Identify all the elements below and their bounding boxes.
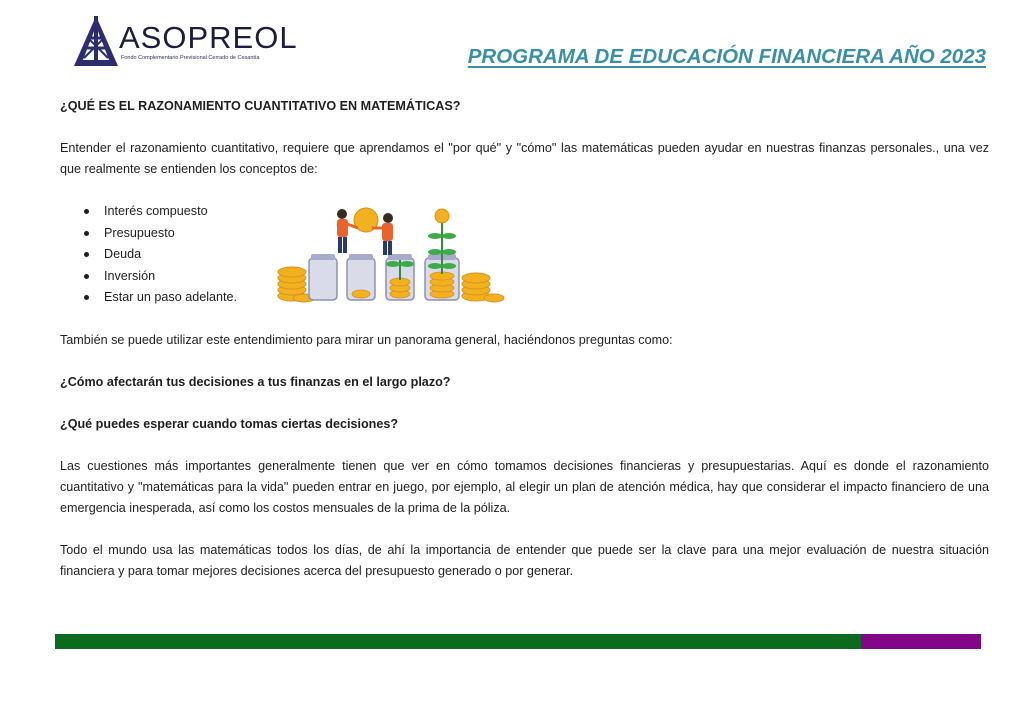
question-1: ¿Cómo afectarán tus decisiones a tus finanzas en el largo plazo? <box>60 374 451 389</box>
list-item: Estar un paso adelante. <box>60 287 989 309</box>
intro-paragraph: Entender el razonamiento cuantitativo, requiere que aprendamos el "por qué" y "cómo" las matemáticas pueden ayudar en nuestras finanzas personales., una vez que realmente se entienden los conceptos de: <box>60 141 989 176</box>
footer-bar-purple <box>861 634 981 649</box>
section-heading: ¿QUÉ ES EL RAZONAMIENTO CUANTITATIVO EN MATEMÁTICAS? <box>60 99 461 113</box>
savings-jars-illustration <box>276 206 508 306</box>
footer-bar-green <box>55 634 861 649</box>
question-2: ¿Qué puedes esperar cuando tomas ciertas decisiones? <box>60 416 399 431</box>
list-item: Deuda <box>60 244 989 266</box>
coins-plants-icon <box>276 206 508 306</box>
logo-tagline: Fondo Complementario Previsional Cerrado de Cesantía <box>121 55 260 61</box>
list-item: Inversión <box>60 266 989 288</box>
paragraph-1: Las cuestiones más importantes generalmente tienen que ver en cómo tomamos decisiones financieras y presupuestarias. Aquí es donde el razonamiento cuantitativo y "matemáticas para la vida" pueden entrar en juego, por ejemplo, al elegir un plan de atención médica, hay que considerar el impacto financiero de una emergencia inesperada, así como los costos mensuales de la prima de la póliza. <box>60 458 989 515</box>
paragraph-2: Todo el mundo usa las matemáticas todos los días, de ahí la importancia de entender que puede ser la clave para una mejor evaluación de nuestra situación financiera y para tomar mejores decisiones acerca del presupuesto generado o por generar. <box>60 542 989 578</box>
asopreol-logo <box>72 14 298 70</box>
list-item: Interés compuesto <box>60 201 989 223</box>
document-body <box>60 96 989 582</box>
tower-logo-icon <box>72 14 120 68</box>
panorama-paragraph: También se puede utilizar este entendimiento para mirar un panorama general, haciéndonos preguntas como: <box>60 332 673 347</box>
logo-name: ASOPREOL <box>119 20 298 55</box>
program-title: PROGRAMA DE EDUCACIÓN FINANCIERA AÑO 2023 <box>467 45 986 68</box>
list-item: Presupuesto <box>60 223 989 245</box>
concepts-list <box>60 201 989 309</box>
